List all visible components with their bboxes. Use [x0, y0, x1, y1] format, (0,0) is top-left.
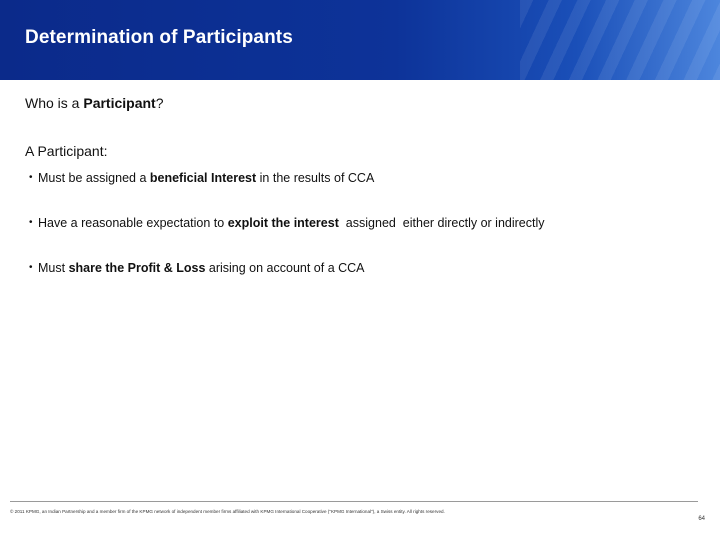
decorative-stripes [520, 0, 720, 80]
bullet-dot: • [29, 172, 33, 183]
title-bar [0, 0, 720, 80]
bullet-bold: beneficial Interest [149, 171, 257, 185]
bullet-dot: • [29, 217, 33, 228]
slide-title: Determination of Participants [25, 27, 293, 48]
page-number: 64 [698, 516, 705, 522]
footer-divider [10, 501, 698, 502]
bullet-bold: exploit the interest [227, 216, 339, 230]
bullet-text [38, 260, 365, 276]
bullet-dot: • [29, 262, 33, 273]
bullet-pre: Have a reasonable expectation to [38, 216, 228, 230]
question-suffix: ? [155, 95, 164, 111]
bullet-text [38, 170, 374, 186]
question-bold: Participant [83, 95, 156, 111]
question-prefix: Who is a [25, 95, 84, 111]
question-line [25, 95, 164, 111]
bullet-pre: Must [38, 261, 69, 275]
intro-text: A Participant: [25, 143, 108, 159]
bullet-post: in the results of CCA [256, 171, 375, 185]
bullet-pre: Must be assigned a [38, 171, 150, 185]
bullet-post: arising on account of a CCA [205, 261, 365, 275]
bullet-post: assigned either directly or indirectly [338, 216, 545, 230]
bullet-text [38, 215, 545, 231]
copyright-footer: © 2011 KPMG, an Indian Partnership and a member firm of the KPMG network of independent member firms affiliated with KPMG International Cooperative ("KPMG International"), a Swiss entity. All rights reserved. [10, 509, 445, 514]
bullet-bold: share the Profit & Loss [68, 261, 206, 275]
